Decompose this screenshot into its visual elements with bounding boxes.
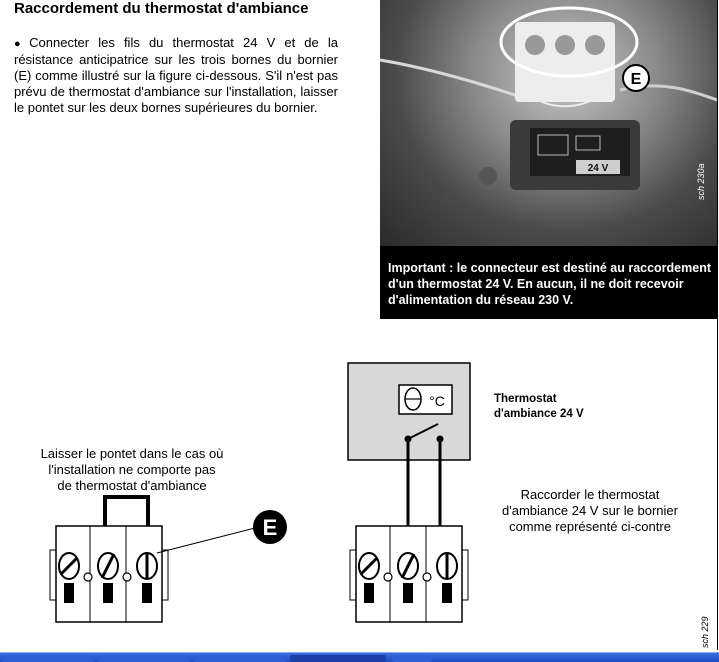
left-terminal-block — [50, 497, 287, 622]
left-caption-line: l'installation ne comporte pas — [48, 462, 216, 477]
photo-credit: sch 230a — [696, 163, 706, 200]
bridge-jumper — [105, 497, 148, 529]
thermostat-label-line: d'ambiance 24 V — [494, 408, 584, 420]
left-caption-line: Laisser le pontet dans le cas où — [40, 446, 224, 461]
section-title: Raccordement du thermostat d'ambiance — [14, 0, 309, 17]
important-text: Important : le connecteur est destiné au raccordement d'un thermostat 24 V. En aucun, il ne doit recevoir d'alimentation du réseau 230 V. — [388, 261, 711, 307]
callout-letter: E — [262, 515, 278, 540]
right-caption-line: d'ambiance 24 V sur le bornier — [502, 503, 678, 518]
bullet-icon: ● — [14, 38, 27, 50]
thermostat-box — [348, 363, 470, 527]
diagram-credit: sch 229 — [700, 616, 710, 648]
callout-leader — [157, 528, 255, 553]
photo-callout-letter: E — [630, 71, 642, 88]
left-caption-line: de thermostat d'ambiance — [57, 478, 207, 493]
intro-text: Connecter les fils du thermostat 24 V et de la résistance anticipatrice sur les trois bornes du bornier (E) comme illustré sur la figure ci-dessous. S'il n'est pas prévu de thermostat d'ambiance sur l'installation, laisser le pontet sur les deux bornes supérieures du bornier. — [14, 35, 338, 115]
right-terminal-block — [350, 526, 468, 622]
right-caption-line: comme représenté ci-contre — [509, 519, 671, 534]
right-caption-line: Raccorder le thermostat — [520, 487, 660, 502]
thermostat-label-line: Thermostat — [494, 393, 557, 405]
thermostat-unit: °C — [429, 393, 445, 409]
photo-24v-label: 24 V — [587, 163, 609, 174]
